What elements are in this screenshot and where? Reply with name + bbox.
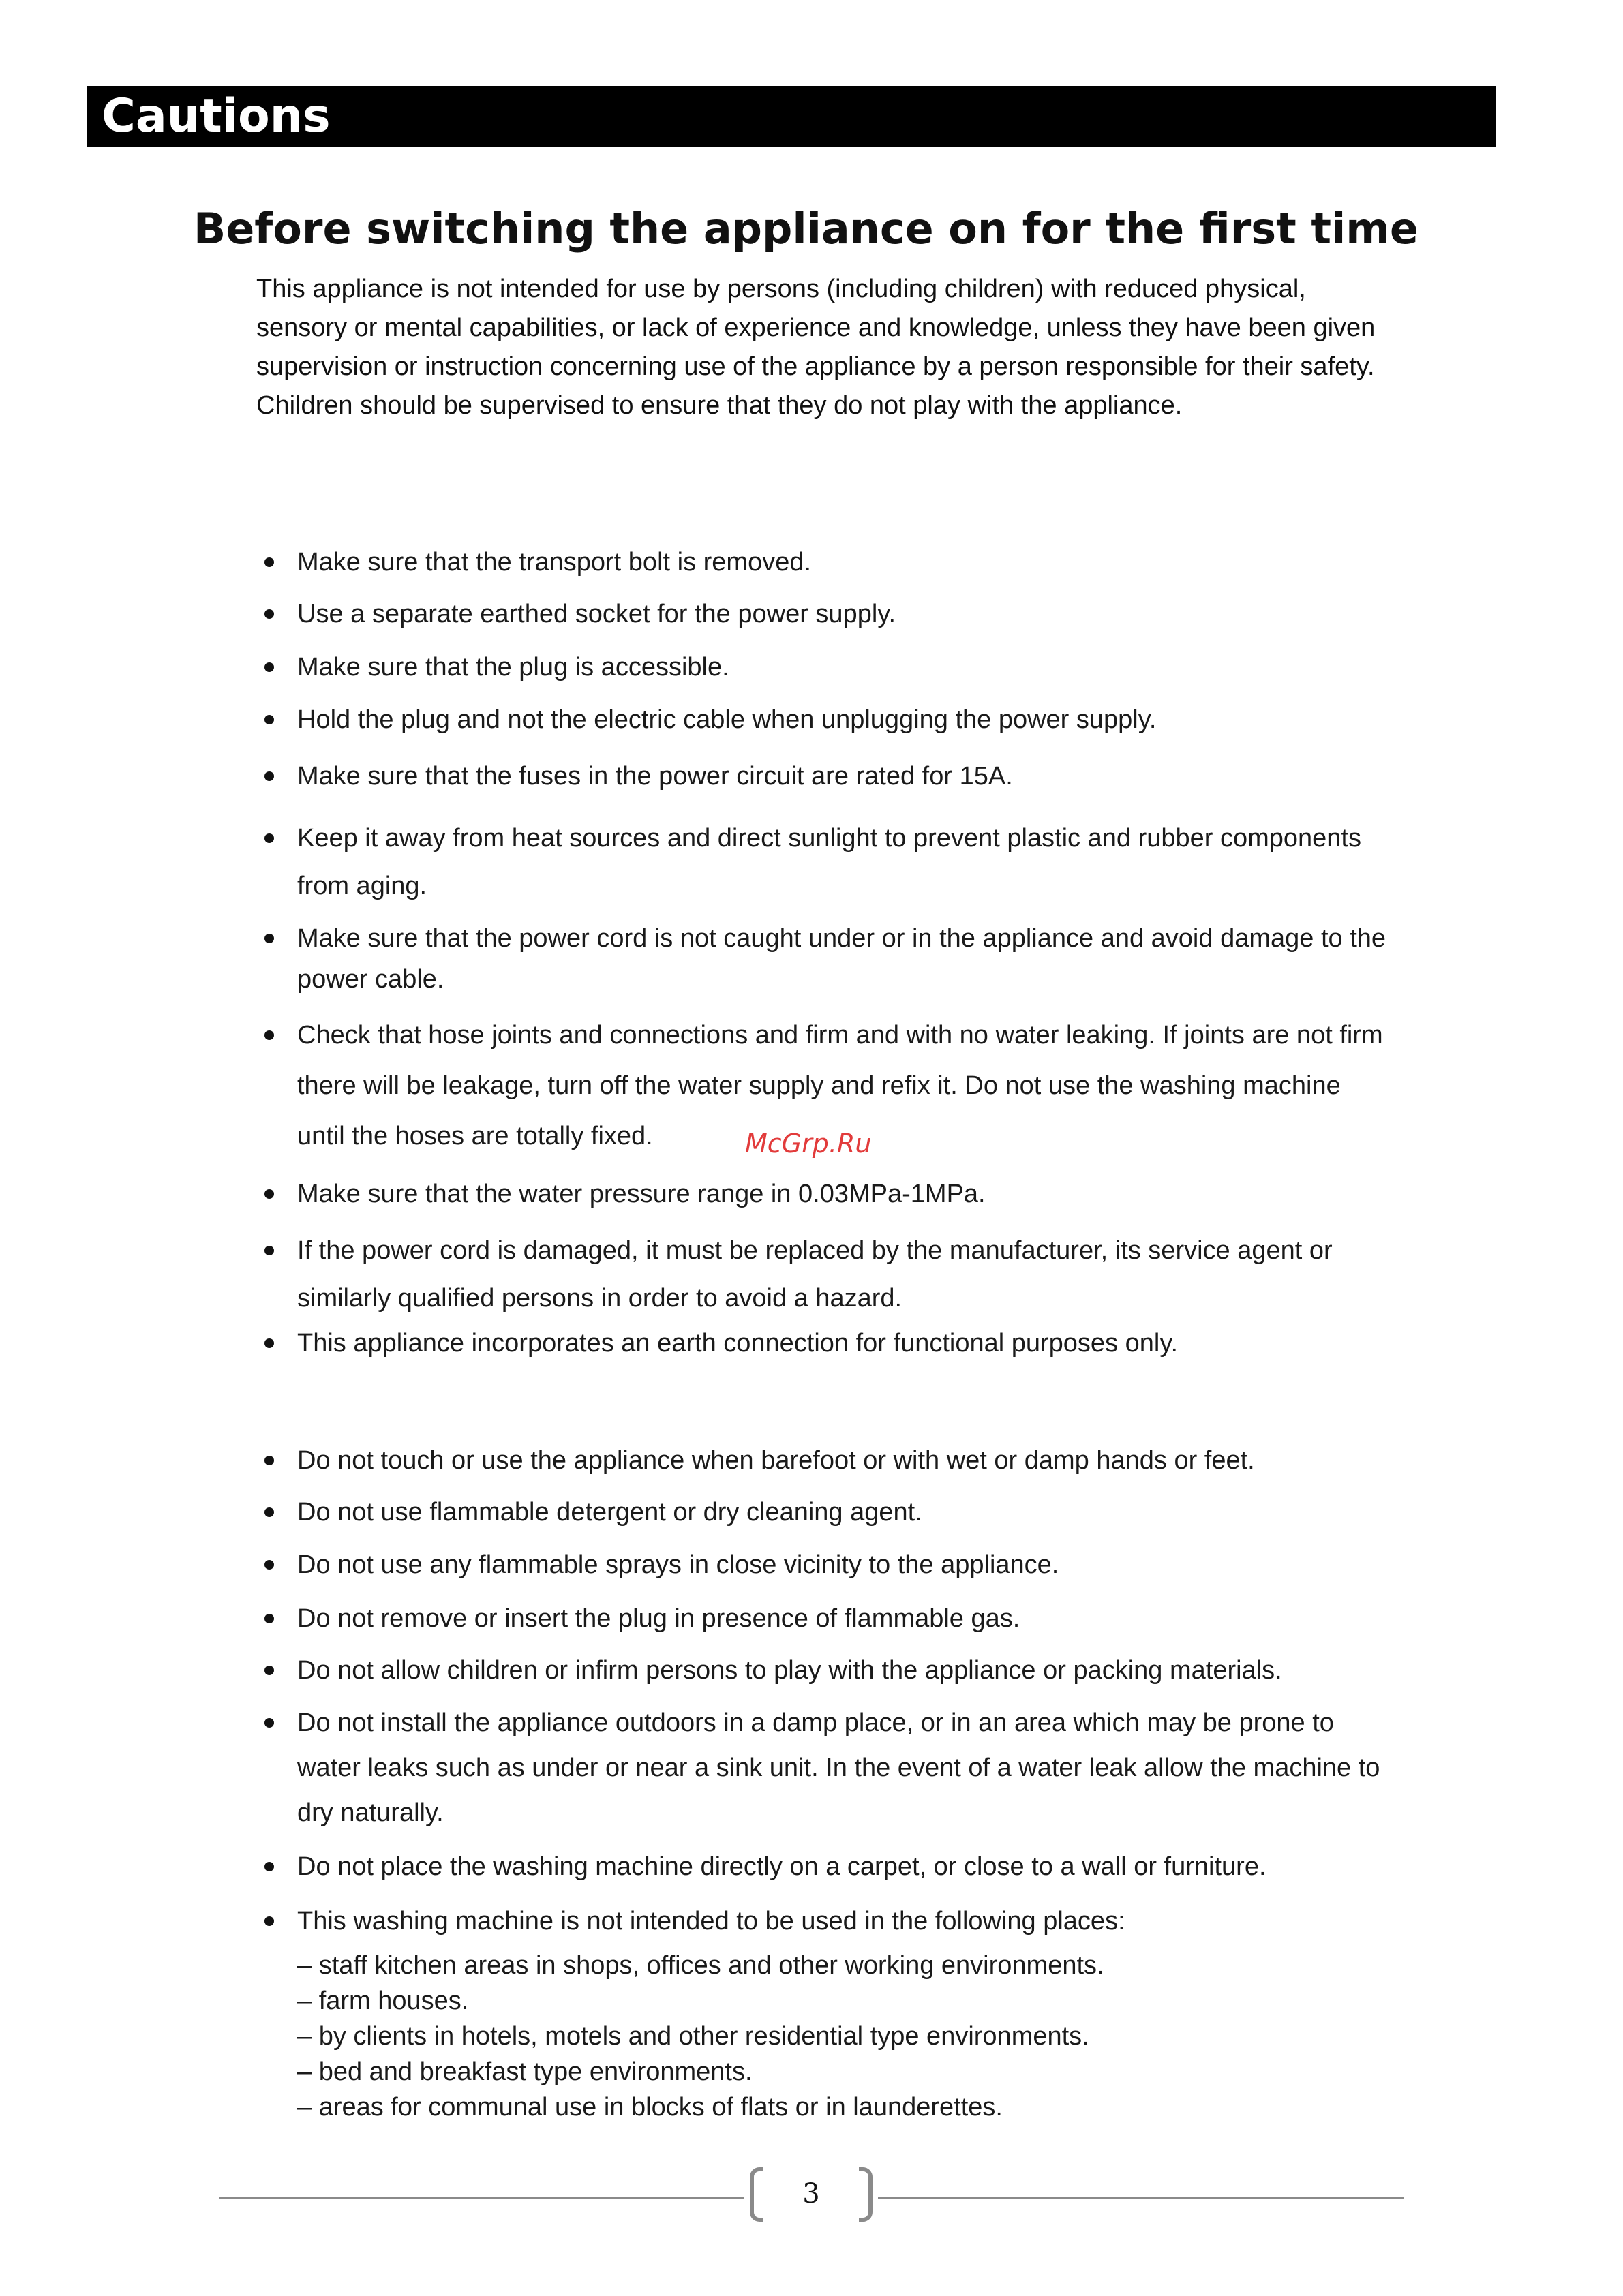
list-item bbox=[264, 1227, 1389, 1322]
bullet-icon bbox=[264, 1614, 274, 1623]
places-list bbox=[297, 1948, 1388, 2125]
places-item: – farm houses. bbox=[297, 1987, 469, 2015]
watermark: McGrp.Ru bbox=[745, 1129, 872, 1159]
places-item: – staff kitchen areas in shops, offices and other working environments. bbox=[297, 1951, 1104, 1980]
bullet-icon bbox=[264, 1666, 274, 1675]
intro-text bbox=[256, 270, 1388, 425]
list-item bbox=[264, 538, 1389, 586]
list-item bbox=[264, 1843, 1389, 1891]
list-item bbox=[264, 918, 1389, 1000]
list-item bbox=[264, 1541, 1389, 1589]
list-item-text: This washing machine is not intended to be used in the following places: bbox=[297, 1907, 1125, 1935]
list-item-text: Make sure that the power cord is not caught under or in the appliance and avoid damage to the power cable. bbox=[297, 924, 1386, 994]
bullet-icon bbox=[264, 1338, 274, 1348]
list-item-text: Do not touch or use the appliance when barefoot or with wet or damp hands or feet. bbox=[297, 1446, 1255, 1475]
bullet-icon bbox=[264, 934, 274, 943]
intro-paragraph: This appliance is not intended for use by persons (including children) with reduced physical, sensory or mental capabilities, or lack of experience and knowledge, unless they have been given supervision or instruction concerning use of the appliance by a person responsible for their safety. bbox=[256, 275, 1376, 381]
bullet-icon bbox=[264, 1862, 274, 1871]
list-item-text: Keep it away from heat sources and direct sunlight to prevent plastic and rubber components from aging. bbox=[297, 824, 1361, 900]
list-item bbox=[264, 752, 1389, 800]
bullet-icon bbox=[264, 715, 274, 724]
list-item-text: Do not use flammable detergent or dry cleaning agent. bbox=[297, 1498, 922, 1527]
list-item-text: Make sure that the plug is accessible. bbox=[297, 653, 729, 682]
list-item bbox=[264, 1595, 1389, 1642]
list-item-text: Do not allow children or infirm persons to play with the appliance or packing materials. bbox=[297, 1656, 1282, 1685]
intro-paragraph: Children should be supervised to ensure that they do not play with the appliance. bbox=[256, 391, 1183, 420]
list-item-text: Make sure that the water pressure range in 0.03MPa-1MPa. bbox=[297, 1180, 986, 1208]
bullet-icon bbox=[264, 771, 274, 781]
list-item-text: Do not install the appliance outdoors in a damp place, or in an area which may be prone to water leaks such as under or near a sink unit. In the event of a water leak allow the machine to dry naturally. bbox=[297, 1709, 1380, 1827]
list-item bbox=[264, 643, 1389, 691]
list-item bbox=[264, 814, 1389, 910]
list-item-text: Hold the plug and not the electric cable when unplugging the power supply. bbox=[297, 705, 1157, 734]
header-banner bbox=[87, 86, 1496, 147]
bullet-icon bbox=[264, 1560, 274, 1570]
places-item: – bed and breakfast type environments. bbox=[297, 2057, 753, 2086]
page-number: 3 bbox=[802, 2178, 820, 2209]
list-item bbox=[264, 1647, 1389, 1694]
places-item: – by clients in hotels, motels and other residential type environments. bbox=[297, 2022, 1089, 2051]
places-item: – areas for communal use in blocks of flats or in launderettes. bbox=[297, 2093, 1003, 2122]
list-item bbox=[264, 696, 1389, 744]
bullet-icon bbox=[264, 557, 274, 567]
list-item bbox=[264, 1437, 1389, 1484]
bullet-icon bbox=[264, 1246, 274, 1255]
list-item bbox=[264, 1700, 1389, 1835]
list-item-text: Do not place the washing machine directly on a carpet, or close to a wall or furniture. bbox=[297, 1852, 1266, 1881]
list-item-text: Do not remove or insert the plug in presence of flammable gas. bbox=[297, 1604, 1020, 1633]
bullet-icon bbox=[264, 609, 274, 619]
list-item-text: Do not use any flammable sprays in close vicinity to the appliance. bbox=[297, 1550, 1059, 1579]
list-item-text: Make sure that the transport bolt is removed. bbox=[297, 548, 812, 577]
right-bracket-icon bbox=[859, 2167, 873, 2222]
bullet-icon bbox=[264, 1456, 274, 1465]
list-item-text: Use a separate earthed socket for the power supply. bbox=[297, 600, 896, 628]
bullet-icon bbox=[264, 1030, 274, 1040]
footer-divider bbox=[878, 2197, 1404, 2199]
list-item bbox=[264, 1488, 1389, 1536]
left-bracket-icon bbox=[750, 2167, 763, 2222]
bullet-icon bbox=[264, 1718, 274, 1728]
list-item bbox=[264, 1170, 1389, 1218]
bullet-icon bbox=[264, 1916, 274, 1926]
bullet-icon bbox=[264, 1189, 274, 1199]
bullet-icon bbox=[264, 833, 274, 843]
list-item bbox=[264, 590, 1389, 638]
bullet-icon bbox=[264, 1507, 274, 1517]
list-item-text: Make sure that the fuses in the power circuit are rated for 15A. bbox=[297, 762, 1013, 791]
list-item bbox=[264, 1319, 1389, 1367]
list-item-text: If the power cord is damaged, it must be replaced by the manufacturer, its service agent or similarly qualified persons in order to avoid a hazard. bbox=[297, 1236, 1333, 1313]
bullet-icon bbox=[264, 662, 274, 672]
list-item-text: This appliance incorporates an earth connection for functional purposes only. bbox=[297, 1329, 1179, 1358]
vertical-dots-icon bbox=[1530, 86, 1541, 147]
list-item-text: Check that hose joints and connections and firm and with no water leaking. If joints are not firm there will be leakage, turn off the water supply and refix it. Do not use the washing machine until the hoses are totally fixed. bbox=[297, 1021, 1383, 1150]
section-heading: Before switching the appliance on for the first time bbox=[194, 204, 1419, 254]
page-title: Cautions bbox=[102, 89, 331, 143]
list-item bbox=[264, 1897, 1389, 1945]
footer-divider bbox=[219, 2197, 744, 2199]
